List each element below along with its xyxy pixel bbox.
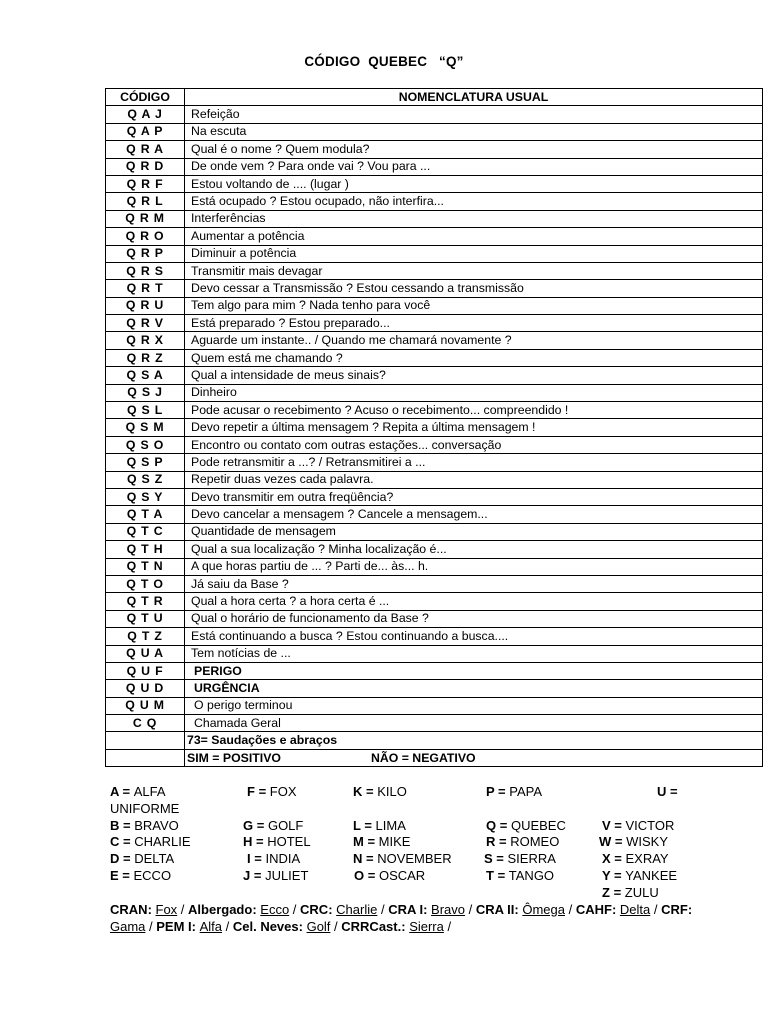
q-code: Q T O (106, 575, 185, 592)
q-code: Q S M (106, 419, 185, 436)
q-meaning: Qual é o nome ? Quem modula? (185, 141, 763, 158)
q-meaning: Está ocupado ? Estou ocupado, não interfira... (185, 193, 763, 210)
base-entry: CAHF: Delta (575, 902, 651, 917)
alpha-entry: B = BRAVO (110, 817, 179, 833)
table-row (106, 454, 763, 471)
q-code: Q R A (106, 141, 185, 158)
q-code: Q R X (106, 332, 185, 349)
base-codenames: CRAN: Fox / Albergado: Ecco / CRC: Charlie / CRA I: Bravo / CRA II: Ômega / CAHF: Delta / CRF: Gama / PEM I: Alfa / Cel. Neves: Golf / CRRCast.: Sierra / (110, 902, 693, 934)
base-entry: CRA II: Ômega (475, 902, 565, 917)
q-meaning: Está continuando a busca ? Estou continuando a busca.... (185, 628, 763, 645)
q-code: Q T U (106, 610, 185, 627)
alpha-entry: P = PAPA (486, 784, 543, 799)
q-code: Q R M (106, 210, 185, 227)
q-meaning: Pode acusar o recebimento ? Acuso o recebimento... compreendido ! (185, 402, 763, 419)
q-code: Q T A (106, 506, 185, 523)
q-code: Q A P (106, 123, 185, 140)
table-body (106, 106, 763, 767)
table-row (106, 262, 763, 279)
q-meaning: URGÊNCIA (185, 680, 763, 697)
empty-cell (106, 749, 185, 766)
table-row (106, 106, 763, 123)
q-code: Q U F (106, 662, 185, 679)
q-code: Q T H (106, 541, 185, 558)
table-row (106, 158, 763, 175)
header-nomenclature: NOMENCLATURA USUAL (185, 89, 763, 106)
alpha-entry: Y = YANKEE (602, 867, 678, 883)
table-row (106, 419, 763, 436)
alpha-entry: O = OSCAR (354, 867, 426, 883)
base-entry: PEM I: Alfa (156, 919, 223, 934)
alpha-entry: E = ECCO (110, 867, 172, 883)
yes-positive: SIM = POSITIVO (187, 750, 281, 765)
alpha-entry: M = MIKE (353, 834, 411, 850)
table-row (106, 680, 763, 697)
q-meaning: Quem está me chamando ? (185, 349, 763, 366)
table-row (106, 506, 763, 523)
q-meaning: Quantidade de mensagem (185, 523, 763, 540)
q-meaning: O perigo terminou (185, 697, 763, 714)
q-code: Q T R (106, 593, 185, 610)
q-meaning: Encontro ou contato com outras estações... conversação (185, 436, 763, 453)
q-meaning: Chamada Geral (185, 715, 763, 732)
q-meaning: Transmitir mais devagar (185, 262, 763, 279)
empty-cell (106, 732, 185, 749)
alpha-entry: C = CHARLIE (110, 834, 191, 850)
q-code: Q S O (106, 436, 185, 453)
q-meaning: Já saiu da Base ? (185, 575, 763, 592)
q-meaning: Devo cancelar a mensagem ? Cancele a mensagem... (185, 506, 763, 523)
document-title: CÓDIGO QUEBEC “Q” (304, 54, 464, 69)
q-code: Q R D (106, 158, 185, 175)
q-meaning: Devo transmitir em outra freqüência? (185, 488, 763, 505)
q-code: Q T C (106, 523, 185, 540)
q-meaning: Está preparado ? Estou preparado... (185, 315, 763, 332)
q-code: Q S Y (106, 488, 185, 505)
table-row (106, 349, 763, 366)
table-row (106, 315, 763, 332)
alpha-entry: S = SIERRA (484, 851, 556, 867)
q-code: C Q (106, 715, 185, 732)
table-row (106, 141, 763, 158)
q-code: Q S J (106, 384, 185, 401)
q-code: Q S P (106, 454, 185, 471)
table-row (106, 245, 763, 262)
alpha-entry: A = ALFA (110, 784, 166, 799)
alpha-entry: Z = ZULU (602, 884, 659, 900)
alphabet-row (110, 885, 768, 902)
base-entry: CRAN: Fox (110, 902, 178, 917)
alpha-entry: K = KILO (353, 784, 407, 799)
table-row (106, 488, 763, 505)
table-row (106, 210, 763, 227)
table-row (106, 471, 763, 488)
alpha-entry: D = DELTA (110, 851, 175, 867)
q-code: Q T Z (106, 628, 185, 645)
q-code-table (105, 88, 763, 767)
q-code: Q R P (106, 245, 185, 262)
table-row (106, 575, 763, 592)
table-row (106, 645, 763, 662)
alpha-entry: Q = QUEBEC (486, 817, 566, 833)
q-meaning: Na escuta (185, 123, 763, 140)
table-row (106, 697, 763, 714)
alpha-entry: L = LIMA (353, 817, 406, 833)
table-header-row (106, 89, 763, 106)
base-entry: Albergado: Ecco (188, 902, 290, 917)
base-entry: CRA I: Bravo (388, 902, 466, 917)
table-footer-row (106, 732, 763, 749)
table-row (106, 558, 763, 575)
greetings-note: 73= Saudações e abraços (185, 732, 763, 749)
table-row (106, 402, 763, 419)
alpha-entry: U = (657, 784, 678, 799)
q-meaning: Pode retransmitir a ...? / Retransmitirei a ... (185, 454, 763, 471)
q-code: Q U A (106, 645, 185, 662)
q-meaning: Estou voltando de .... (lugar ) (185, 175, 763, 192)
base-entry: CRRCast.: Sierra (341, 919, 444, 934)
table-row (106, 280, 763, 297)
table-row (106, 297, 763, 314)
q-code: Q R Z (106, 349, 185, 366)
q-meaning: Qual a hora certa ? a hora certa é ... (185, 593, 763, 610)
q-code: Q A J (106, 106, 185, 123)
q-code: Q R S (106, 262, 185, 279)
q-meaning: Tem algo para mim ? Nada tenho para você (185, 297, 763, 314)
table-row (106, 123, 763, 140)
alpha-entry: F = FOX (247, 784, 297, 799)
table-row (106, 628, 763, 645)
q-code: Q S L (106, 402, 185, 419)
alphabet-row (110, 801, 768, 818)
q-code: Q R U (106, 297, 185, 314)
alpha-entry: X = EXRAY (602, 851, 669, 867)
q-meaning: Aguarde um instante.. / Quando me chamará novamente ? (185, 332, 763, 349)
table-row (106, 610, 763, 627)
q-meaning: Refeição (185, 106, 763, 123)
q-meaning: De onde vem ? Para onde vai ? Vou para ... (185, 158, 763, 175)
yes-no-note (185, 749, 763, 766)
base-entry: CRF: Gama (110, 902, 693, 934)
q-meaning: PERIGO (185, 662, 763, 679)
q-code: Q S A (106, 367, 185, 384)
q-meaning: Interferências (185, 210, 763, 227)
alphabet-row (110, 818, 768, 835)
q-code: Q S Z (106, 471, 185, 488)
alpha-entry: V = VICTOR (602, 817, 675, 833)
alphabet-row (110, 851, 768, 868)
q-code: Q U D (106, 680, 185, 697)
alpha-entry: G = GOLF (243, 817, 304, 833)
alpha-entry-continuation: UNIFORME (110, 800, 180, 816)
alphabet-row (110, 784, 768, 801)
alpha-entry: I = INDIA (247, 851, 301, 867)
q-meaning: Devo cessar a Transmissão ? Estou cessando a transmissão (185, 280, 763, 297)
q-code: Q R O (106, 228, 185, 245)
alpha-entry: H = HOTEL (243, 834, 311, 850)
alphabet-row (110, 868, 768, 885)
q-meaning: A que horas partiu de ... ? Parti de... às... h. (185, 558, 763, 575)
q-meaning: Qual a sua localização ? Minha localização é... (185, 541, 763, 558)
alphabet-row (110, 834, 768, 851)
q-meaning: Diminuir a potência (185, 245, 763, 262)
table-row (106, 715, 763, 732)
header-code: CÓDIGO (106, 89, 185, 106)
alpha-entry: R = ROMEO (486, 834, 560, 850)
q-code: Q T N (106, 558, 185, 575)
alpha-entry: J = JULIET (243, 867, 309, 883)
no-negative: NÃO = NEGATIVO (370, 750, 476, 765)
alpha-entry: N = NOVEMBER (353, 851, 452, 867)
table-row (106, 175, 763, 192)
q-meaning: Aumentar a potência (185, 228, 763, 245)
table-footer-row (106, 749, 763, 766)
q-meaning: Tem notícias de ... (185, 645, 763, 662)
q-meaning: Qual o horário de funcionamento da Base ? (185, 610, 763, 627)
table-row (106, 228, 763, 245)
table-row (106, 541, 763, 558)
q-meaning: Dinheiro (185, 384, 763, 401)
q-meaning: Qual a intensidade de meus sinais? (185, 367, 763, 384)
base-entry: Cel. Neves: Golf (232, 919, 331, 934)
table-row (106, 367, 763, 384)
table-row (106, 436, 763, 453)
q-code: Q R V (106, 315, 185, 332)
table-row (106, 523, 763, 540)
q-meaning: Repetir duas vezes cada palavra. (185, 471, 763, 488)
table-row (106, 662, 763, 679)
q-code: Q R F (106, 175, 185, 192)
alpha-entry: T = TANGO (486, 867, 555, 883)
base-entry: CRC: Charlie (300, 902, 378, 917)
phonetic-alphabet (110, 784, 768, 902)
alpha-entry: W = WISKY (599, 834, 669, 850)
table-row (106, 384, 763, 401)
table-row (106, 332, 763, 349)
q-meaning: Devo repetir a última mensagem ? Repita a última mensagem ! (185, 419, 763, 436)
table-row (106, 193, 763, 210)
q-code: Q R L (106, 193, 185, 210)
table-row (106, 593, 763, 610)
q-code: Q U M (106, 697, 185, 714)
q-code: Q R T (106, 280, 185, 297)
